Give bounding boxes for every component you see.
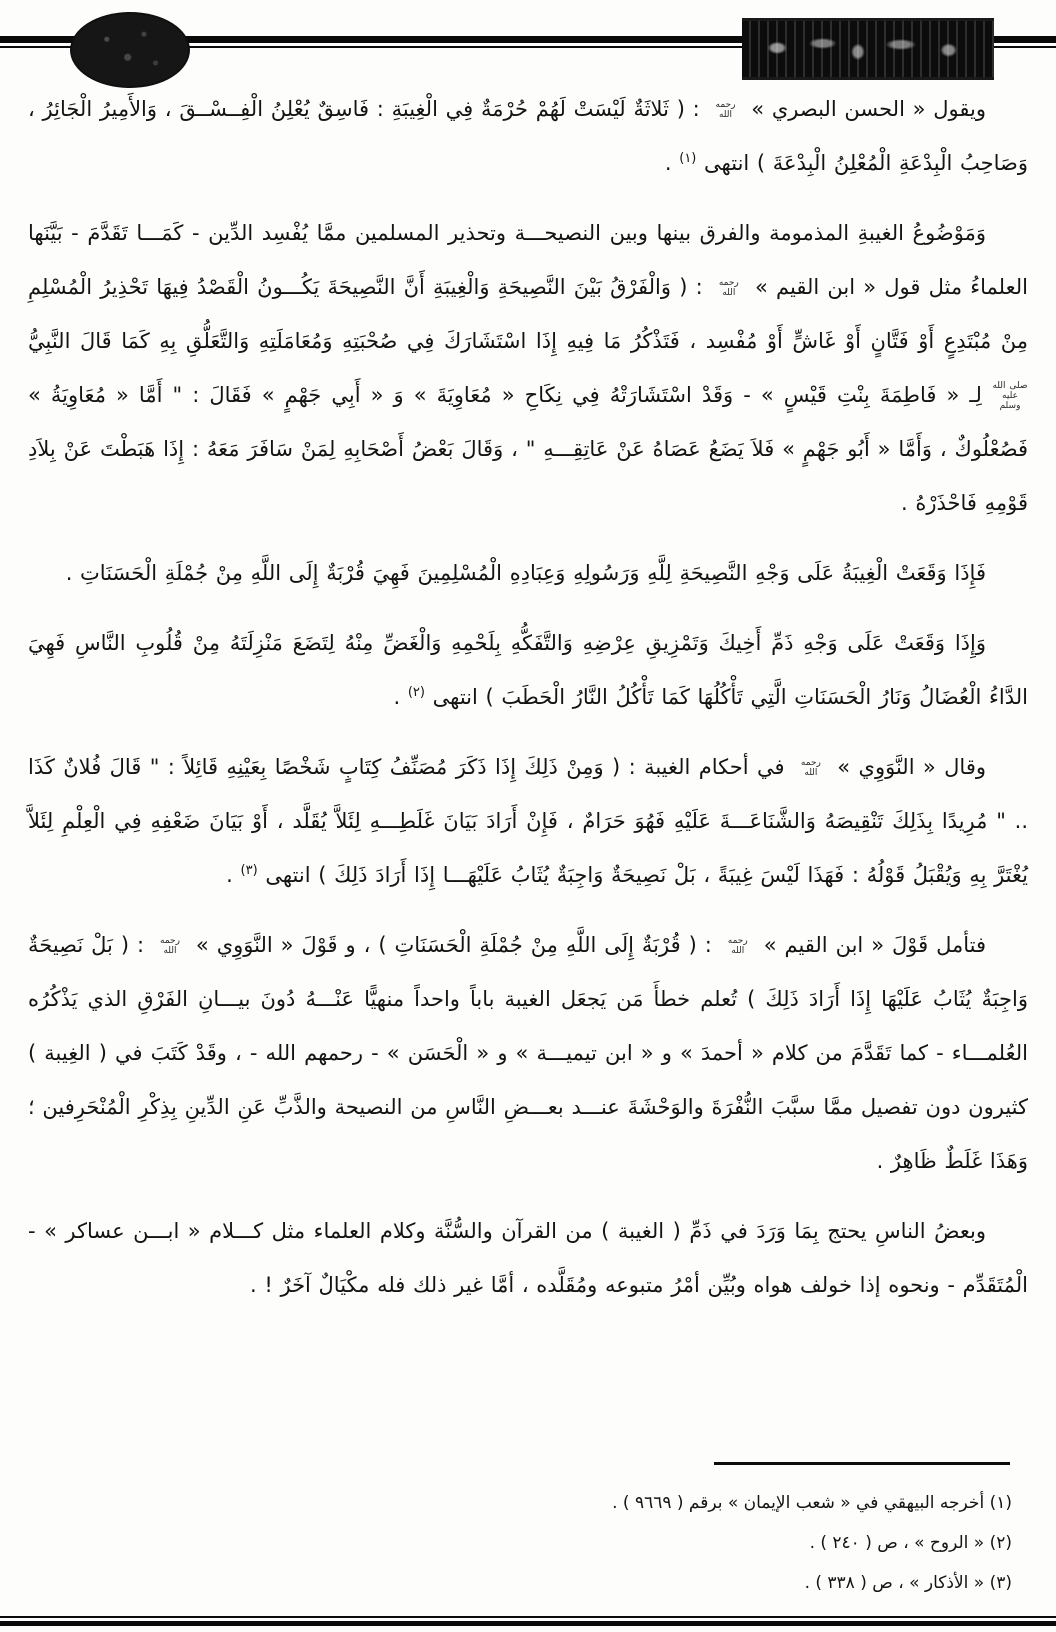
honorific-mark: رحمه الله xyxy=(727,936,748,956)
text-run: وبعضُ الناسِ يحتج بِمَا وَرَدَ في ذَمِّ ( الغيبة ) من القرآن والسُّنَّة وكلام العلماء مثل كـــلام « ابـــن عساكر » - الْمُتَقَدِّم - ونحوه إذا خولف هواه وبُيِّن أمْرُ متبوعه ومُقَلَّده ، أمَّا غير ذلك فله مكْيَالٌ آخَرٌ ! . xyxy=(28,1219,1028,1297)
text-run: : ( ثَلاثَةٌ لَيْسَتْ لَهُمْ حُرْمَةٌ فِي الْغِيبَةِ : فَاسِقٌ يُعْلِنُ الْفِــسْــقَ ، وَالأَمِيرُ الْجَائِرُ ، وَصَاحِبُ الْبِدْعَةِ الْمُعْلِنُ الْبِدْعَةَ ) انتهى xyxy=(28,97,1028,175)
text-run: . xyxy=(393,685,408,709)
paragraph xyxy=(28,1204,1028,1312)
footnotes-section xyxy=(44,1462,1012,1603)
text-run: لِـ « فَاطِمَةَ بِنْتِ قَيْسٍ » - وَقَدْ اسْتَشَارَتْهُ فِي نِكَاحِ « مُعَاوِيَةَ » وَ « أَبِي جَهْمٍ » فَقَالَ : " أَمَّا « مُعَاوِيَةُ » فَصُعْلُوكٌ ، وَأَمَّا « أَبُو جَهْمٍ » فَلاَ يَضَعُ عَصَاهُ عَنْ عَاتِقِـــهِ " ، وَقَالَ بَعْضُ أَصْحَابِهِ لِمَنْ سَافَرَ مَعَهُ : إِذَا هَبَطْتَ عَنْ بِلاَدِ قَوْمِهِ فَاحْذَرْهُ . xyxy=(28,383,1028,515)
text-run: ويقول « الحسن البصري » xyxy=(743,97,986,121)
honorific-mark: صلى الله عليه وسلم xyxy=(992,381,1028,411)
text-run: فتأمل قَوْلَ « ابن القيم » xyxy=(755,933,986,957)
medallion-icon xyxy=(72,14,188,86)
paragraph xyxy=(28,546,1028,600)
paragraph xyxy=(28,206,1028,530)
paragraph xyxy=(28,616,1028,724)
footnote: (٣) « الأذكار » ، ص ( ٣٣٨ ) . xyxy=(804,1573,1012,1593)
honorific-mark: رحمه الله xyxy=(800,758,821,778)
footnote: (٢) « الروح » ، ص ( ٢٤٠ ) . xyxy=(809,1533,1012,1553)
text-run: . xyxy=(226,863,241,887)
footnote-ref: (٢) xyxy=(407,685,425,700)
footnote-ref: (١) xyxy=(679,151,697,166)
text-run: : ( قُرْبَةٌ إِلَى اللَّهِ مِنْ جُمْلَةِ الْحَسَنَاتِ ) ، و قَوْلَ « النَّوَوِي » xyxy=(187,933,720,957)
footnote-separator xyxy=(714,1462,1010,1465)
text-run: : ( وَالْفَرْقُ بَيْنَ النَّصِيحَةِ وَالْغِيبَةِ أَنَّ النَّصِيحَةَ يَكُـــونُ الْقَصْدُ فِيهَا تَحْذِيرُ الْمُسْلِمِ مِنْ مُبْتَدِعٍ أَوْ فَتَّانٍ أَوْ غَاشٍّ أَوْ مُفْسِد ، فَتَذْكُرُ مَا فِيهِ إِذَا اسْتَشَارَكَ فِي صُحْبَتِهِ وَمُعَامَلَتِهِ وَالتَّعَلُّقِ بِهِ كَمَا قَالَ النَّبِيُّ xyxy=(28,275,1028,353)
paragraph xyxy=(28,82,1028,190)
paragraph xyxy=(28,918,1028,1188)
honorific-mark: رحمه الله xyxy=(715,100,736,120)
text-run: : ( بَلْ نَصِيحَةٌ وَاجِبَةٌ يُثَابُ عَلَيْهَا إِذَا أَرَادَ ذَلِكَ ) تُعلم خطأَ مَن يَجعَل الغيبة باباً واحداً منهيًّا عَنْـــهُ دُونَ بيـــانِ الفَرْقِ الذي يَذْكُرُه العُلمـــاء - كما تَقَدَّمَ من كلام « أحمدَ » و « ابن تيميـــة » و « الْحَسَن » - رحمهم الله - ، وقَدْ كَتَبَ في ( الغِيبة ) كثيرون دون تفصيل ممَّا سبَّبَ النُّفْرَةَ والوَحْشَةَ عنـــد بعـــضِ النَّاسِ من النصيحة والذَّبِّ عَنِ الدِّينِ بِذِكْرِ الْمُنْحَرِفين ؛ وَهَذَا غَلَطٌ ظَاهِرٌ . xyxy=(28,933,1028,1173)
title-banner-calligraphy-icon xyxy=(742,18,994,80)
honorific-mark: رحمه الله xyxy=(160,936,180,956)
text-run: وَمَوْضُوعُ الغيبةِ المذمومة والفرق بينها وبين النصيحـــة وتحذير المسلمين ممَّا يُفْسِد الدِّين - كَمَـــا تَقَدَّمَ - بَيَّنَها العلماءُ مثل قول « ابن القيم » xyxy=(28,221,1028,299)
text-run: وقال « النَّوَوِي » xyxy=(828,755,986,779)
footer-rule-thin xyxy=(0,1616,1056,1618)
footer-rule-thick xyxy=(0,1621,1056,1626)
footnote-ref: (٣) xyxy=(240,863,258,878)
paragraph xyxy=(28,740,1028,902)
text-run: وَإِذَا وَقَعَتْ عَلَى وَجْهِ ذَمِّ أَخِيكَ وَتَمْزِيقِ عِرْضِهِ وَالتَّفَكُّهِ بِلَحْمِهِ وَالْغَضِّ مِنْهُ لِتَضَعَ مَنْزِلَتَهُ مِنْ قُلُوبِ النَّاسِ فَهِيَ الدَّاءُ الْعُضَالُ وَنَارُ الْحَسَنَاتِ الَّتِي تَأْكُلُهَا كَمَا تَأْكُلُ النَّارُ الْحَطَبَ ) انتهى xyxy=(28,631,1028,709)
footnote: (١) أخرجه البيهقي في « شعب الإيمان » برقم ( ٩٦٦٩ ) . xyxy=(612,1493,1012,1513)
text-run: في أحكام الغيبة : ( وَمِنْ ذَلِكَ إِذَا ذَكَرَ مُصَنِّفُ كِتَابٍ شَخْصًا بِعَيْنِهِ قَائِلاً : " قَالَ فُلانٌ كَذَا .. " مُرِيدًا بِذَلِكَ تَنْقِيصَهُ وَالشَّنَاعَـــةَ عَلَيْهِ فَهُوَ حَرَامٌ ، فَإِنْ أَرَادَ بَيَانَ غَلَطِـــهِ لِئَلاَّ يُقَلَّد ، أَوْ بَيَانَ ضَعْفِهِ فِي الْعِلْمِ لِئَلاَّ يُغْتَرَّ بِهِ وَيُقْبَلُ قَوْلُهُ : فَهَذَا لَيْسَ غِيبَةً ، بَلْ نَصِيحَةٌ وَاجِبَةٌ يُثَابُ عَلَيْهَـــا إِذَا أَرَادَ ذَلِكَ ) انتهى xyxy=(28,755,1028,887)
page-body xyxy=(28,82,1028,1328)
text-run: فَإِذَا وَقَعَتْ الْغِيبَةُ عَلَى وَجْهِ النَّصِيحَةِ لِلَّهِ وَرَسُولِهِ وَعِبَادِهِ الْمُسْلِمِينَ فَهِيَ قُرْبَةٌ إِلَى اللَّهِ مِنْ جُمْلَةِ الْحَسَنَاتِ . xyxy=(65,561,986,585)
honorific-mark: رحمه الله xyxy=(718,278,739,298)
text-run: . xyxy=(664,151,680,175)
footer-rule xyxy=(0,1616,1056,1626)
